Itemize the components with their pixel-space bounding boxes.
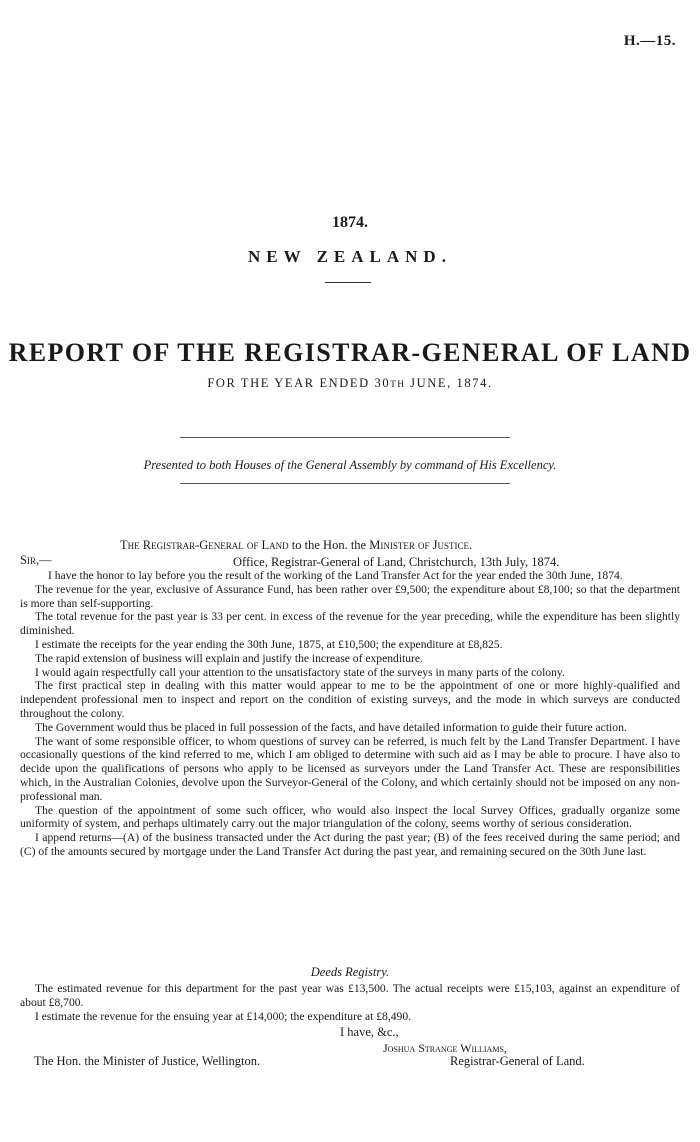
report-title: REPORT OF THE REGISTRAR-GENERAL OF LAND <box>8 338 692 367</box>
paragraph: The revenue for the year, exclusive of Assurance Fund, has been rather over £9,500; the expenditure about £8,100; so that the department is more than self-supporting. <box>20 582 680 610</box>
document-year: 1874. <box>332 214 368 231</box>
paragraph: The first practical step in dealing with this matter would appear to me to be the appointment of one or more highly-qualified and independent professional men to inspect and report on the condition of existing surveys, and the mode in which surveys are conducted throughout the colony. <box>20 679 680 720</box>
divider-bottom <box>180 483 510 484</box>
paragraph: The question of the appointment of some such officer, who would also inspect the local Survey Offices, gradually organize some uniformity of system, and perhaps ultimately carry out the major triangulation of the colony, seems worthy of serious consideration. <box>20 803 680 831</box>
paragraph: I would again respectfully call your attention to the unsatisfactory state of the surveys in many parts of the colony. <box>35 665 565 679</box>
addressee: The Hon. the Minister of Justice, Wellington. <box>34 1054 261 1068</box>
report-subtitle <box>0 376 700 391</box>
signatory-title: Registrar-General of Land. <box>450 1054 585 1068</box>
salutation: Sir,— <box>20 553 52 567</box>
paragraph: The estimated revenue for this department for the past year was £13,500. The actual receipts were £15,103, against an expenditure of about £8,700. <box>20 982 680 1009</box>
paragraph: I estimate the receipts for the year ending the 30th June, 1875, at £10,500; the expenditure at £8,825. <box>35 637 503 651</box>
paragraph: I append returns—(A) of the business transacted under the Act during the past year; (B) of the fees received during the same period; and (C) of the amounts secured by mortgage under the Land Transfer Act during the past year, and remaining secured on the 30th June last. <box>20 831 680 858</box>
address-to: Minister of Justice. <box>369 538 473 552</box>
divider-top <box>180 437 510 438</box>
subtitle-prefix: FOR THE YEAR ENDED 30 <box>207 376 391 390</box>
page-reference: H.—15. <box>623 33 676 49</box>
address-mid: to the Hon. the <box>288 538 370 552</box>
short-divider <box>325 282 371 283</box>
presented-line: Presented to both Houses of the General Assembly by command of His Excellency. <box>143 458 557 472</box>
deeds-body <box>20 982 680 1024</box>
letter-address <box>120 538 472 553</box>
paragraph: The Government would thus be placed in full possession of the facts, and have detailed information to guide their future action. <box>35 720 627 734</box>
paragraph: The rapid extension of business will explain and justify the increase of expenditure. <box>35 651 423 665</box>
letter-body <box>20 569 680 859</box>
subtitle-superscript: TH <box>390 379 406 389</box>
dateline: Office, Registrar-General of Land, Christchurch, 13th July, 1874. <box>233 555 560 569</box>
paragraph: I estimate the revenue for the ensuing year at £14,000; the expenditure at £8,490. <box>35 1010 412 1023</box>
signatory-name: Joshua Strange Williams, <box>383 1041 507 1055</box>
closing: I have, &c., <box>340 1025 399 1039</box>
subtitle-suffix: JUNE, 1874. <box>405 376 493 390</box>
deeds-registry-heading: Deeds Registry. <box>310 965 390 979</box>
address-from: The Registrar-General of Land <box>120 538 289 552</box>
paragraph: The want of some responsible officer, to whom questions of survey can be referred, is much felt by the Land Transfer Department. I have occasionally questions of the kind referred to me, which I am obliged to determine with such aid as I may be able to procure. I have also to decide upon the qualifications of persons who apply to be licensed as surveyors under the Land Transfer Act. These are responsibilities which, in the Australian Colonies, devolve upon the Surveyor-General of the Colony, and which certainly should not be imposed on any non-professional man. <box>20 734 680 803</box>
paragraph: The total revenue for the past year is 33 per cent. in excess of the revenue for the year preceding, while the expenditure has been slightly diminished. <box>20 610 680 638</box>
country-heading: NEW ZEALAND. <box>248 247 452 266</box>
paragraph: I have the honor to lay before you the result of the working of the Land Transfer Act for the year ended the 30th June, 1874. <box>48 569 623 582</box>
